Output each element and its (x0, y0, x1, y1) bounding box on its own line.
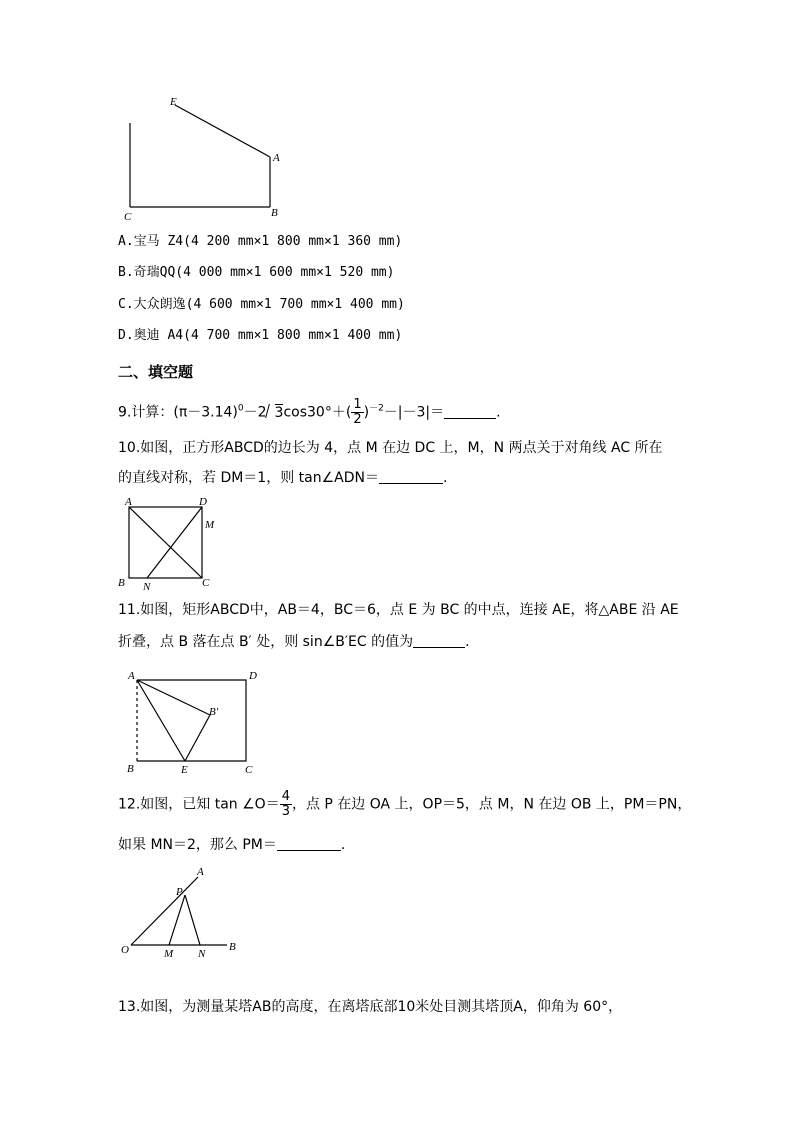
label-b: B (271, 207, 278, 219)
label-a: A (128, 670, 135, 682)
fraction-half: $\frac{1}{2}$ (353, 397, 362, 427)
label-e: E (170, 96, 177, 108)
ray-oa (131, 877, 198, 945)
sqrt-3: 3 (267, 403, 284, 423)
label-d: D (249, 670, 257, 682)
question-11-line-2: 折叠，点 B 落在点 B′ 处，则 sin∠B′EC 的值为 . (118, 634, 470, 650)
segment-ae (175, 105, 270, 157)
answer-blank-12 (277, 850, 341, 851)
figure-11-rectangle (115, 665, 265, 780)
question-11-line-1: 11.如图，矩形ABCD中，AB＝4，BC＝6，点 E 为 BC 的中点，连接 AE，将△ABE 沿 AE (118, 602, 679, 618)
label-n: N (198, 948, 206, 960)
question-12-line-1: 12.如图，已知 tan ∠O＝ $\frac{4}{3}$ ，点 P 在边 OA 上，OP＝5，点 M，N 在边 OB 上，PM＝PN， (118, 789, 692, 819)
label-c: C (124, 211, 132, 223)
q9-exp2: －2 (369, 403, 384, 414)
label-a: A (197, 866, 204, 878)
figure-10-square (115, 495, 225, 595)
answer-blank-9 (444, 418, 496, 419)
answer-blank-10 (379, 483, 443, 484)
option-b: B.奇瑞QQ(4 000 mm×1 600 mm×1 520 mm) (118, 265, 395, 280)
label-o: O (121, 944, 129, 956)
q9-mid1: －2 (243, 404, 267, 421)
label-m: M (164, 948, 174, 960)
label-a: A (273, 152, 280, 164)
q9-suffix: －|－3|＝ (383, 404, 445, 421)
diagonal-ac (129, 507, 202, 578)
segment-b-prime-e (185, 715, 210, 761)
section-title: 二、填空题 (118, 363, 194, 381)
segment-pn (185, 895, 200, 945)
q9-mid2: cos30°＋( (283, 404, 352, 421)
label-b: B (229, 941, 236, 953)
label-m: M (205, 519, 215, 531)
label-n: N (143, 581, 151, 593)
option-c: C.大众朗逸(4 600 mm×1 700 mm×1 400 mm) (118, 297, 405, 312)
label-a: A (125, 496, 132, 508)
segment-dn (147, 507, 202, 578)
label-b: B (127, 763, 134, 775)
figure-12-angle (115, 860, 245, 960)
figure-1-diagram (110, 90, 300, 225)
answer-blank-11 (413, 647, 465, 648)
fraction-four-thirds: $\frac{4}{3}$ (281, 789, 290, 819)
label-d: D (199, 496, 207, 508)
label-b: B (118, 577, 125, 589)
label-c: C (202, 577, 210, 589)
segment-pm (169, 895, 185, 945)
label-e: E (181, 764, 188, 776)
question-9: 9.计算：$(\pi-3.14)^0-2$ 3cos30°＋( $\frac{1}{2}$ )$^{-2}$－|－3|＝ . (118, 397, 501, 427)
question-12-line-2: 如果 MN＝2，那么 PM＝ . (118, 837, 346, 853)
q9-mid3: ) (363, 404, 370, 421)
label-c: C (245, 764, 253, 776)
q9-exp0: 0 (237, 403, 244, 414)
question-10-line-1: 10.如图，正方形ABCD的边长为 4，点 M 在边 DC 上，M，N 两点关于对角线 AC 所在 (118, 440, 663, 456)
label-p: P (176, 886, 183, 898)
q9-prefix: 9.计算：(π－3.14) (118, 404, 238, 421)
question-13-line-1: 13.如图，为测量某塔AB的高度，在离塔底部10米处目测其塔顶A，仰角为 60°， (118, 999, 623, 1015)
label-b-prime: B′ (209, 706, 219, 718)
option-d: D.奥迪 A4(4 700 mm×1 800 mm×1 400 mm) (118, 328, 403, 343)
option-a: A.宝马 Z4(4 200 mm×1 800 mm×1 360 mm) (118, 234, 403, 249)
question-10-line-2: 的直线对称，若 DM＝1，则 tan∠ADN＝ . (118, 470, 448, 486)
